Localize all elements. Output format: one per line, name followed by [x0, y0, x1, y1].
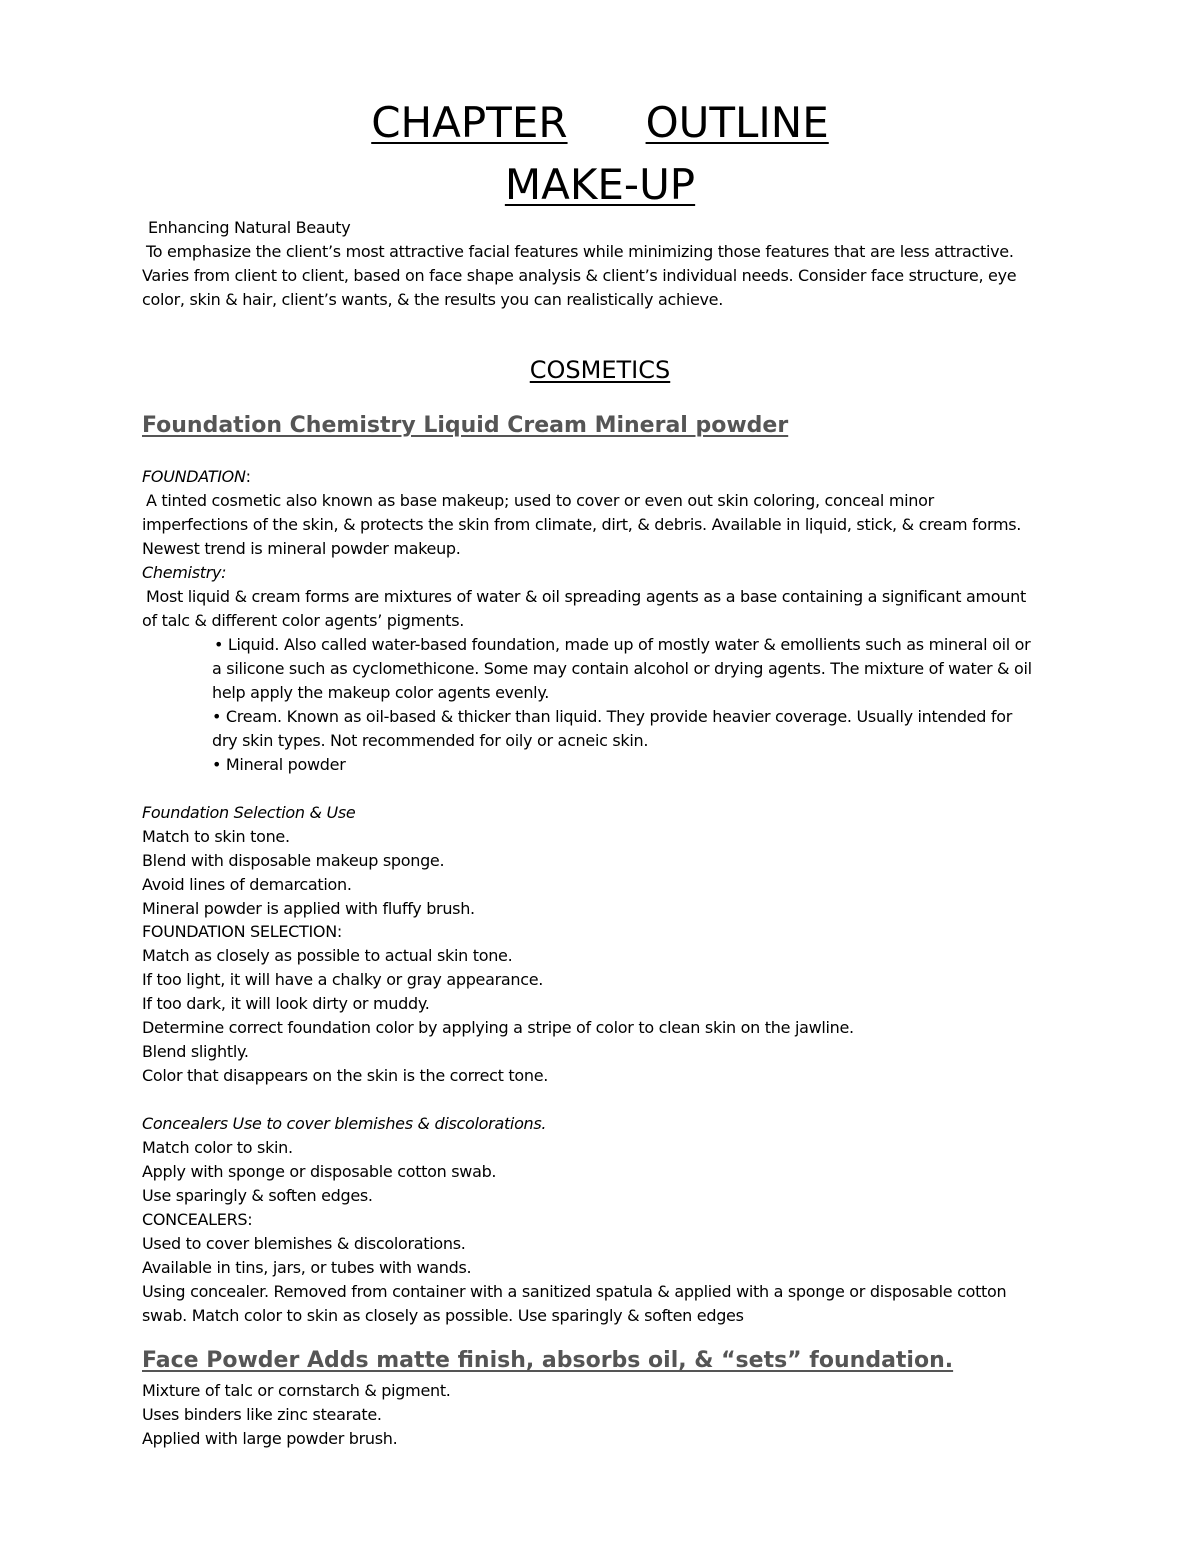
selection-line-3: Avoid lines of demarcation. [142, 875, 352, 894]
concealers-line-6: Available in tins, jars, or tubes with wands. [142, 1258, 472, 1277]
intro-line-2: Varies from client to client, based on face shape analysis & client’s individual needs. Consider face structure, eye [142, 266, 1017, 285]
title-word-outline: OUTLINE [645, 98, 829, 147]
selection-line-7: If too light, it will have a chalky or gray appearance. [142, 970, 544, 989]
bullet-liquid-line-1: • Liquid. Also called water-based foundation, made up of mostly water & emollients such as mineral oil or [214, 635, 1031, 654]
selection-line-8: If too dark, it will look dirty or muddy. [142, 994, 430, 1013]
bullet-liquid-line-3: help apply the makeup color agents evenly. [212, 683, 549, 702]
title-word-chapter: CHAPTER [371, 98, 568, 147]
bullet-mineral-powder: • Mineral powder [212, 755, 346, 774]
foundation-line-2: imperfections of the skin, & protects the skin from climate, dirt, & debris. Available in liquid, stick, & cream forms. [142, 515, 1022, 534]
selection-line-2: Blend with disposable makeup sponge. [142, 851, 445, 870]
powder-line-1: Mixture of talc or cornstarch & pigment. [142, 1381, 451, 1400]
chemistry-label: Chemistry: [142, 563, 227, 582]
face-powder-subheading: Face Powder Adds matte finish, absorbs oil, & “sets” foundation. [142, 1348, 954, 1373]
intro-line-3: color, skin & hair, client’s wants, & the results you can realistically achieve. [142, 290, 724, 309]
concealers-line-2: Apply with sponge or disposable cotton swab. [142, 1162, 497, 1181]
selection-line-10: Blend slightly. [142, 1042, 249, 1061]
powder-line-3: Applied with large powder brush. [142, 1429, 398, 1448]
intro-heading: Enhancing Natural Beauty [148, 218, 351, 237]
bullet-cream-line-1: • Cream. Known as oil-based & thicker than liquid. They provide heavier coverage. Usually intended for [212, 707, 1013, 726]
concealers-line-1: Match color to skin. [142, 1138, 293, 1157]
selection-line-4: Mineral powder is applied with fluffy brush. [142, 899, 475, 918]
foundation-colon: : [245, 467, 251, 486]
intro-line-1: To emphasize the client’s most attractive facial features while minimizing those features that are less attractive. [146, 242, 1014, 261]
selection-line-9: Determine correct foundation color by applying a stripe of color to clean skin on the jawline. [142, 1018, 854, 1037]
foundation-line-1: A tinted cosmetic also known as base makeup; used to cover or even out skin coloring, conceal minor [146, 491, 934, 510]
foundation-label-line [142, 465, 251, 489]
concealers-line-8: swab. Match color to skin as closely as possible. Use sparingly & soften edges [142, 1306, 744, 1325]
selection-heading: Foundation Selection & Use [142, 803, 356, 822]
cosmetics-heading: COSMETICS [529, 356, 671, 384]
concealers-line-5: Used to cover blemishes & discolorations. [142, 1234, 466, 1253]
selection-line-11: Color that disappears on the skin is the correct tone. [142, 1066, 549, 1085]
bullet-liquid-line-2: a silicone such as cyclomethicone. Some may contain alcohol or drying agents. The mixture of water & oil [212, 659, 1032, 678]
concealers-line-3: Use sparingly & soften edges. [142, 1186, 373, 1205]
bullet-cream-line-2: dry skin types. Not recommended for oily or acneic skin. [212, 731, 649, 750]
powder-line-2: Uses binders like zinc stearate. [142, 1405, 382, 1424]
selection-line-1: Match to skin tone. [142, 827, 290, 846]
foundation-label: FOUNDATION [142, 467, 246, 486]
concealers-heading: Concealers Use to cover blemishes & discolorations. [142, 1114, 547, 1133]
chemistry-line-1: Most liquid & cream forms are mixtures of water & oil spreading agents as a base containing a significant amount [146, 587, 1026, 606]
makeup-title: MAKE-UP [504, 160, 696, 209]
selection-line-6: Match as closely as possible to actual skin tone. [142, 946, 513, 965]
concealers-line-4: CONCEALERS: [142, 1210, 253, 1229]
chapter-outline-title [0, 98, 1200, 148]
selection-line-5: FOUNDATION SELECTION: [142, 922, 342, 941]
concealers-line-7: Using concealer. Removed from container with a sanitized spatula & applied with a sponge or disposable cotton [142, 1282, 1007, 1301]
chemistry-line-2: of talc & different color agents’ pigments. [142, 611, 465, 630]
foundation-line-3: Newest trend is mineral powder makeup. [142, 539, 461, 558]
foundation-chemistry-subheading: Foundation Chemistry Liquid Cream Mineral powder [142, 413, 789, 438]
